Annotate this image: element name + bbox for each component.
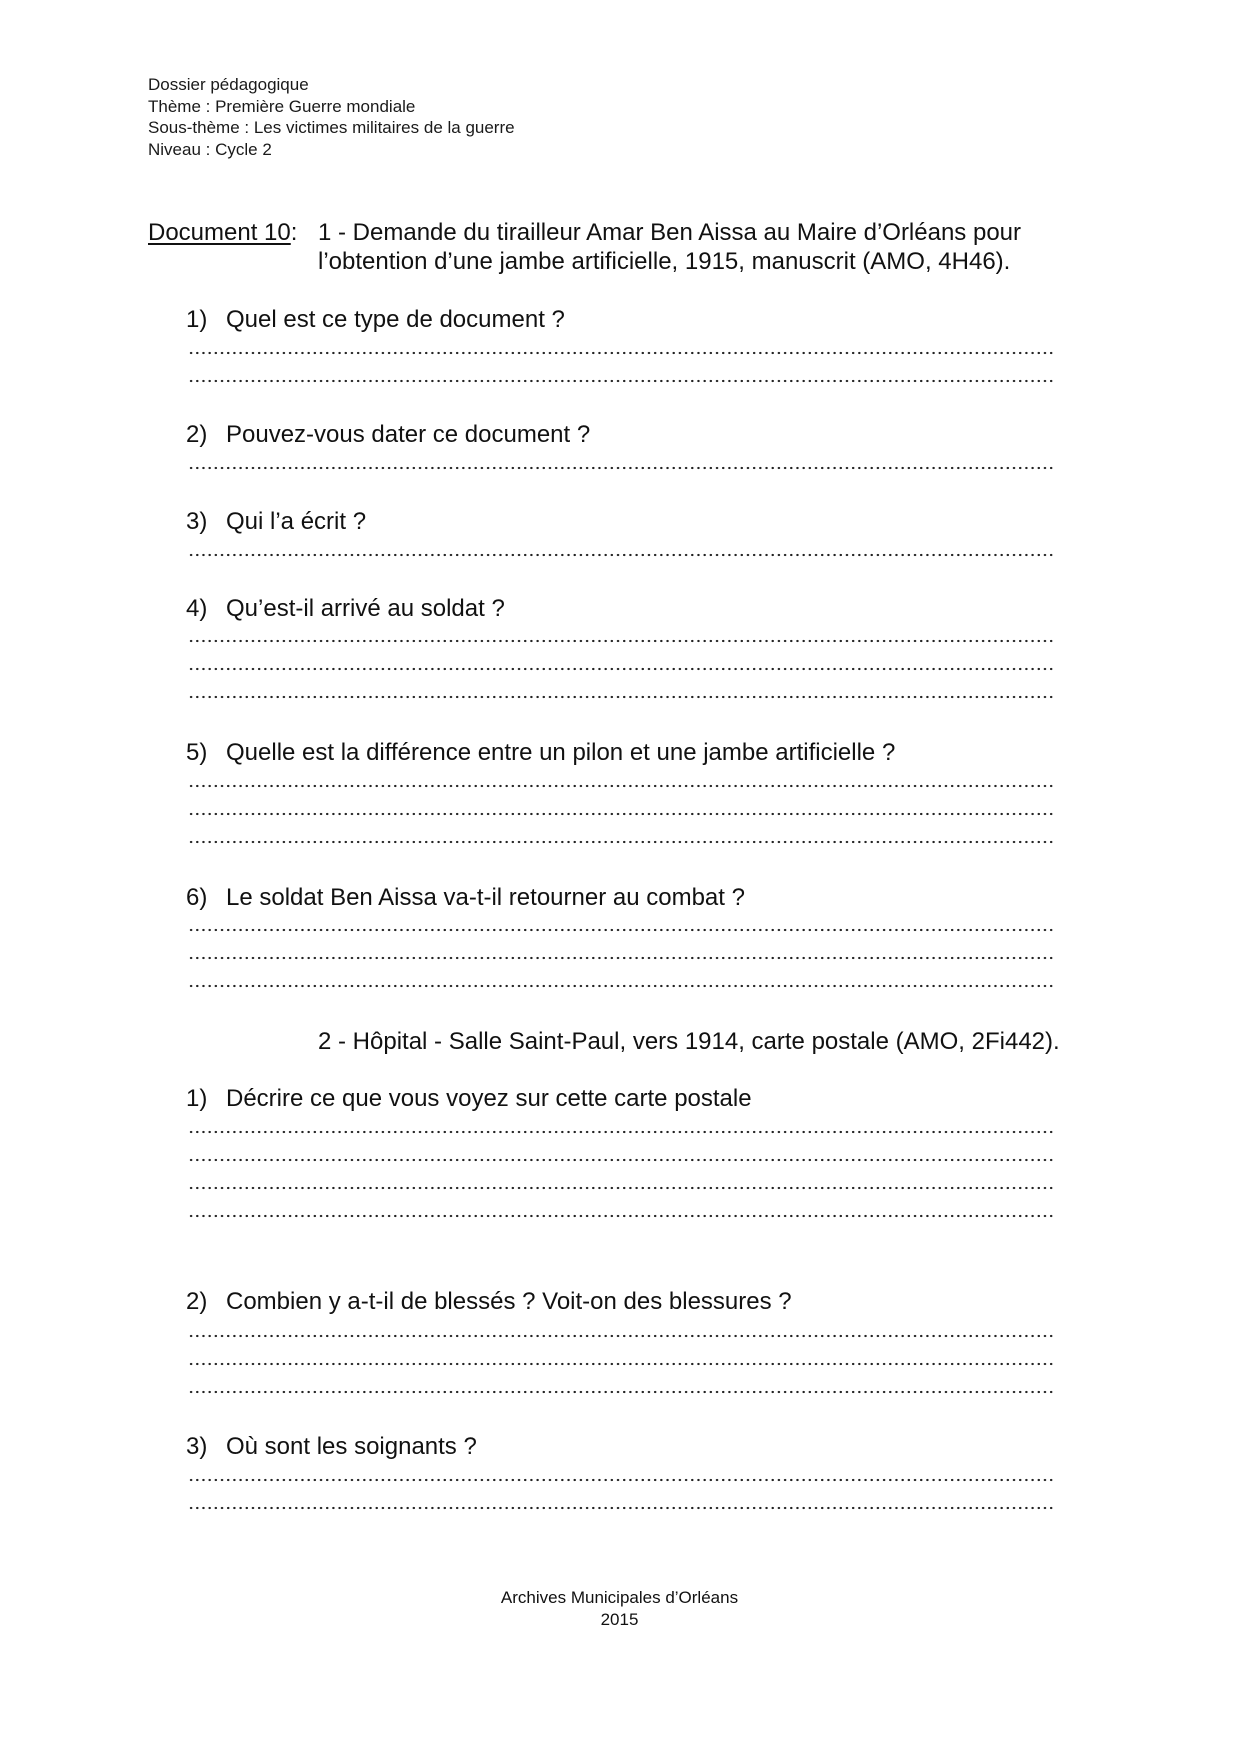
- document-label-colon: :: [290, 219, 298, 246]
- answer-line[interactable]: [188, 840, 1056, 844]
- document-label-text: Document 10: [148, 219, 291, 246]
- answer-line[interactable]: [188, 379, 1056, 383]
- header-level: Niveau : Cycle 2: [148, 140, 272, 159]
- question-text: Décrire ce que vous voyez sur cette carte postale: [226, 1085, 752, 1112]
- answer-line[interactable]: [188, 812, 1056, 816]
- answer-line[interactable]: [188, 1130, 1056, 1134]
- part2-title: 2 - Hôpital - Salle Saint-Paul, vers 1914, carte postale (AMO, 2Fi442).: [318, 1028, 1060, 1055]
- answer-line[interactable]: [188, 466, 1056, 470]
- question-number: 2): [186, 421, 208, 448]
- question-number: 3): [186, 508, 208, 535]
- answer-line[interactable]: [188, 695, 1056, 699]
- question-text: Qui l’a écrit ?: [226, 508, 367, 535]
- question-text: Quelle est la différence entre un pilon et une jambe artificielle ?: [226, 739, 896, 766]
- question-text: Où sont les soignants ?: [226, 1433, 477, 1460]
- answer-line[interactable]: [188, 1506, 1056, 1510]
- answer-line[interactable]: [188, 1362, 1056, 1366]
- question-text: Quel est ce type de document ?: [226, 306, 565, 333]
- answer-line[interactable]: [188, 984, 1056, 988]
- question-number: 2): [186, 1288, 208, 1315]
- footer-year: 2015: [600, 1610, 639, 1629]
- part1-title-line2: l’obtention d’une jambe artificielle, 1915, manuscrit (AMO, 4H46).: [318, 248, 1011, 275]
- answer-line[interactable]: [188, 639, 1056, 643]
- answer-line[interactable]: [188, 928, 1056, 932]
- answer-line[interactable]: [188, 1186, 1056, 1190]
- question-number: 1): [186, 306, 208, 333]
- footer-archives: Archives Municipales d’Orléans: [500, 1588, 739, 1607]
- question-text: Le soldat Ben Aissa va-t-il retourner au combat ?: [226, 884, 745, 911]
- question-number: 6): [186, 884, 208, 911]
- header-theme: Thème : Première Guerre mondiale: [148, 97, 416, 116]
- question-number: 5): [186, 739, 208, 766]
- header-dossier: Dossier pédagogique: [148, 75, 309, 94]
- question-text: Combien y a-t-il de blessés ? Voit-on des blessures ?: [226, 1288, 792, 1315]
- document-label: [148, 219, 297, 247]
- answer-line[interactable]: [188, 1214, 1056, 1218]
- answer-line[interactable]: [188, 1390, 1056, 1394]
- header-sub-theme: Sous-thème : Les victimes militaires de la guerre: [148, 118, 515, 137]
- answer-line[interactable]: [188, 956, 1056, 960]
- question-text: Qu’est-il arrivé au soldat ?: [226, 595, 505, 622]
- question-number: 4): [186, 595, 208, 622]
- answer-line[interactable]: [188, 351, 1056, 355]
- question-number: 1): [186, 1085, 208, 1112]
- part1-title-line1: 1 - Demande du tirailleur Amar Ben Aissa au Maire d’Orléans pour: [318, 219, 1022, 246]
- answer-line[interactable]: [188, 1158, 1056, 1162]
- question-number: 3): [186, 1433, 208, 1460]
- question-text: Pouvez-vous dater ce document ?: [226, 421, 591, 448]
- answer-line[interactable]: [188, 553, 1056, 557]
- answer-line[interactable]: [188, 667, 1056, 671]
- answer-line[interactable]: [188, 784, 1056, 788]
- answer-line[interactable]: [188, 1478, 1056, 1482]
- answer-line[interactable]: [188, 1334, 1056, 1338]
